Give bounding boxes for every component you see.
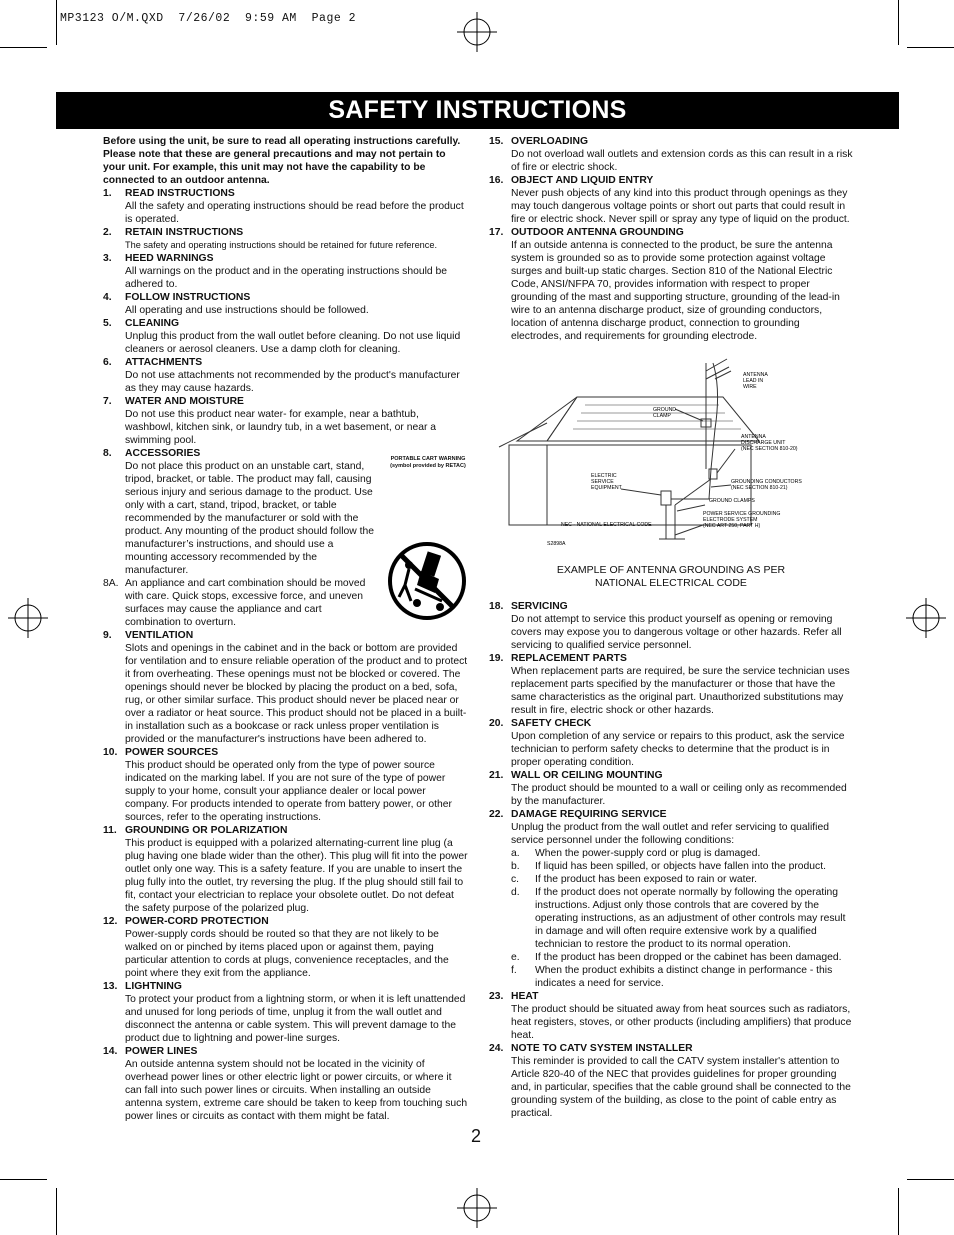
item-text: The product should be situated away from heat sources such as radiators, heat registers, stoves, or other products (including amplifiers) that produce heat. (511, 1004, 852, 1041)
item-number: 7. (103, 396, 112, 407)
item-number: 18. (489, 601, 504, 612)
item-number: 1. (103, 188, 112, 199)
item-heading: OVERLOADING (511, 136, 589, 147)
item-text: To protect your product from a lightning storm, or when it is left unattended and unused for long periods of time, unplug it from the wall outlet and disconnect the antenna or cable system. This will prevent damage to the product due to lightning and power-line surges. (125, 994, 466, 1044)
item-text: All the safety and operating instructions should be read before the product is operated. (125, 201, 464, 225)
sub-item-text: If the product has been dropped or the cabinet has been damaged. (535, 952, 842, 963)
item-heading: DAMAGE REQUIRING SERVICE (511, 809, 667, 820)
portable-cart-warning-icon (387, 541, 467, 621)
item-safety-check (489, 717, 853, 769)
item-8a-cart-combination (103, 577, 469, 629)
item-number: 6. (103, 357, 112, 368)
house-antenna-illustration (489, 349, 853, 557)
file-slug: MP3123 O/M.QXD 7/26/02 9:59 AM Page 2 (60, 12, 357, 25)
item-text: If an outside antenna is connected to the product, be sure the antenna system is grounded so as to provide some protection against voltage surges and built-up static charges. Section 810 of the National Electric Code, ANSI/NFPA 70, provides information with respect to proper grounding of the mast and supporting structure, grounding of the lead-in wire to an antenna discharge product, size of grounding conductors, location of antenna discharge product, connection to grounding electrodes, and requirements for grounding electrode. (511, 240, 840, 342)
crop-mark (56, 1188, 57, 1235)
item-damage-requiring-service (489, 808, 853, 990)
crop-mark (907, 1179, 954, 1180)
item-heading: POWER LINES (125, 1046, 198, 1057)
item-number: 15. (489, 136, 504, 147)
item-power-sources (103, 746, 469, 824)
sub-item-label: d. (511, 887, 520, 898)
label-discharge-unit: ANTENNA DISCHARGE UNIT (NEC SECTION 810-20) (741, 434, 798, 452)
item-number: 2. (103, 227, 112, 238)
item-number: 17. (489, 227, 504, 238)
item-text: Slots and openings in the cabinet and in the back or bottom are provided for ventilation and to ensure reliable operation of the product and to protect it from overheating. These openings must not be blocked or covered. The openings should never be blocked by placing the product on a bed, sofa, rug, or other similar surface. This product should never be placed near or over a radiator or heat source. This product should not be placed in a built-in installation such as a bookcase or rack unless proper ventilation is provided or the manufacturer's instructions have been adhered to. (125, 643, 468, 745)
item-overloading (489, 135, 853, 174)
item-number: 4. (103, 292, 112, 303)
label-ground-clamp: GROUND CLAMP (653, 407, 677, 419)
item-heading: POWER-CORD PROTECTION (125, 916, 269, 927)
cart-caption: (symbol provided by RETAC) (390, 463, 466, 469)
registration-mark-icon (457, 12, 497, 52)
sub-item (511, 873, 853, 886)
item-number: 11. (103, 825, 117, 836)
item-power-lines (103, 1045, 469, 1123)
item-heading: SERVICING (511, 601, 568, 612)
item-heading: ATTACHMENTS (125, 357, 203, 368)
item-number: 5. (103, 318, 112, 329)
crop-mark (56, 0, 57, 45)
item-heading: CLEANING (125, 318, 180, 329)
registration-mark-icon (906, 598, 946, 638)
item-heading: POWER SOURCES (125, 747, 219, 758)
item-text: Power-supply cords should be routed so that they are not likely to be walked on or pinched by items placed upon or against them, paying particular attention to cords at plugs, convenience receptacles, and the point where they exit from the appliance. (125, 929, 449, 979)
item-text: The safety and operating instructions should be retained for future reference. (125, 240, 438, 250)
item-number: 3. (103, 253, 112, 264)
item-wall-ceiling-mounting (489, 769, 853, 808)
item-follow-instructions (103, 291, 469, 317)
label-grounding-conductors: GROUNDING CONDUCTORS (NEC SECTION 810-21) (731, 479, 802, 491)
sub-item-label: a. (511, 848, 520, 859)
item-number: 10. (103, 747, 118, 758)
sub-item (511, 964, 853, 990)
sub-item (511, 886, 853, 951)
item-text: When replacement parts are required, be sure the service technician uses replacement parts specified by the manufacturer or those that have the same characteristics as the original part. Unauthorized substitutions may result in fire, electric shock or other hazards. (511, 666, 850, 716)
item-water-and-moisture (103, 395, 469, 447)
label-service-equipment: ELECTRIC SERVICE EQUIPMENT (591, 473, 622, 491)
label-code: S2898A (547, 541, 566, 547)
item-number: 12. (103, 916, 118, 927)
item-number: 8A. (103, 578, 119, 589)
sub-item-text: If the product does not operate normally by following the operating instructions. Adjust only those controls that are covered by the operating instructions, as an adjustment of other controls may result in damage and will often require extensive work by a qualified technician to restore the product to its normal operation. (535, 887, 846, 950)
item-number: 22. (489, 809, 504, 820)
item-text: This product is equipped with a polarized alternating-current line plug (a plug having one blade wider than the other). This plug will fit into the power outlet only one way. This is a safety feature. If you are unable to insert the plug fully into the outlet, try reversing the plug. If the plug should still fail to fit, contact your electrician to replace your obsolete outlet. Do not defeat the safety purpose of the polarized plug. (125, 838, 468, 914)
item-text: Do not use this product near water- for example, near a bathtub, washbowl, kitchen sink, or laundry tub, in a wet basement, or near a swimming pool. (125, 409, 437, 446)
crop-mark (898, 1188, 899, 1235)
item-text: All warnings on the product and in the operating instructions should be adhered to. (125, 266, 448, 290)
item-text: Do not overload wall outlets and extension cords as this can result in a risk of fire or electric shock. (511, 149, 853, 173)
item-heading: WALL OR CEILING MOUNTING (511, 770, 663, 781)
item-number: 21. (489, 770, 504, 781)
item-replacement-parts (489, 652, 853, 717)
item-cleaning (103, 317, 469, 356)
registration-mark-icon (8, 598, 48, 638)
sub-item (511, 860, 853, 873)
item-heading: SAFETY CHECK (511, 718, 592, 729)
item-number: 9. (103, 630, 112, 641)
item-heading: GROUNDING OR POLARIZATION (125, 825, 288, 836)
sub-item-text: If the product has been exposed to rain or water. (535, 874, 757, 885)
item-text: Do not attempt to service this product yourself as opening or removing covers may expose you to dangerous voltage or other hazards. Refer all servicing to qualified service personnel. (511, 614, 842, 651)
sub-item-label: f. (511, 965, 517, 976)
diagram-caption-line: EXAMPLE OF ANTENNA GROUNDING AS PER (556, 564, 786, 576)
sub-item-text: If liquid has been spilled, or objects have fallen into the product. (535, 861, 826, 872)
item-lightning (103, 980, 469, 1045)
item-number: 16. (489, 175, 504, 186)
item-text: Do not place this product on an unstable cart, stand, tripod, bracket, or table. The product may fall, causing serious injury and serious damage to the product. Use only with a cart, stand, tripod, bracket, or table recommended by the manufacturer or sold with the product. Any mounting of the product should follow the manufacturer’s instructions, and should use a mounting accessory recommended by the manufacturer. (125, 461, 374, 576)
portable-cart-warning (387, 456, 469, 470)
item-text: An appliance and cart combination should be moved with care. Quick stops, excessive force, and uneven surfaces may cause the appliance and cart combination to overturn. (125, 578, 366, 628)
item-heading: VENTILATION (125, 630, 194, 641)
sub-item-label: e. (511, 952, 520, 963)
intro-paragraph: Before using the unit, be sure to read all operating instructions carefully. Please note that these are general precautions and may not pertain to your unit. For example, this unit may not have the capability to be connected to an outdoor antenna. (103, 136, 461, 186)
left-column (103, 135, 469, 1123)
item-attachments (103, 356, 469, 395)
item-read-instructions (103, 187, 469, 226)
item-heading: REPLACEMENT PARTS (511, 653, 627, 664)
item-text: This product should be operated only from the type of power source indicated on the marking label. If you are not sure of the type of power supply to your home, consult your appliance dealer or local power company. For products intended to operate from battery power, or other sources, refer to the operating instructions. (125, 760, 452, 823)
item-text: Unplug the product from the wall outlet and refer servicing to qualified service personnel under the following conditions: (511, 822, 829, 846)
crop-mark (907, 47, 954, 48)
item-heading: FOLLOW INSTRUCTIONS (125, 292, 251, 303)
crop-mark (0, 1179, 47, 1180)
item-text: An outside antenna system should not be located in the vicinity of overhead power lines or other electric light or power circuits, or where it can fall into such power lines or circuits. When installing an outside antenna system, extreme care should be taken to keep from touching such power lines or circuits as contact with them might be fatal. (125, 1059, 468, 1122)
item-heat (489, 990, 853, 1042)
item-text: This reminder is provided to call the CATV system installer's attention to Article 820-40 of the NEC that provides guidelines for proper grounding and, in particular, specifies that the cable ground shall be connected to the grounding system of the building, as close to the point of cable entry as practical. (511, 1056, 851, 1119)
item-grounding-polarization (103, 824, 469, 915)
item-catv-installer-note (489, 1042, 853, 1120)
diagram-caption-line: NATIONAL ELECTRICAL CODE (595, 577, 747, 589)
item-power-cord-protection (103, 915, 469, 980)
item-number: 14. (103, 1046, 118, 1057)
crop-mark (0, 47, 47, 48)
sub-item (511, 847, 853, 860)
crop-mark (898, 0, 899, 45)
sub-item-text: When the product exhibits a distinct change in performance - this indicates a need for service. (535, 965, 833, 989)
registration-mark-icon (457, 1188, 497, 1228)
item-number: 24. (489, 1043, 504, 1054)
label-ground-clamps: GROUND CLAMPS (709, 498, 755, 504)
item-servicing (489, 600, 853, 652)
item-heading: NOTE TO CATV SYSTEM INSTALLER (511, 1043, 693, 1054)
item-retain-instructions (103, 226, 469, 252)
label-nec: NEC - NATIONAL ELECTRICAL CODE (561, 522, 652, 528)
item-outdoor-antenna-grounding (489, 226, 853, 343)
item-text: Do not use attachments not recommended by the product's manufacturer as they may cause hazards. (125, 370, 460, 394)
item-number: 23. (489, 991, 504, 1002)
item-object-liquid-entry (489, 174, 853, 226)
cart-caption: PORTABLE CART WARNING (390, 456, 466, 462)
item-heading: OBJECT AND LIQUID ENTRY (511, 175, 654, 186)
sub-item-text: When the power-supply cord or plug is damaged. (535, 848, 761, 859)
item-number: 19. (489, 653, 504, 664)
item-number: 13. (103, 981, 118, 992)
item-heading: LIGHTNING (125, 981, 182, 992)
item-ventilation (103, 629, 469, 746)
label-antenna-lead: ANTENNA LEAD IN WIRE (743, 372, 768, 390)
item-heading: RETAIN INSTRUCTIONS (125, 227, 244, 238)
item-number: 20. (489, 718, 504, 729)
right-column (489, 135, 853, 1120)
item-heading: READ INSTRUCTIONS (125, 188, 235, 199)
item-heading: ACCESSORIES (125, 448, 201, 459)
item-text: Never push objects of any kind into this product through openings as they may touch dangerous voltage points or short out parts that could result in fire or electric shock. Never spill or spray any type of liquid on the product. (511, 188, 850, 225)
sub-item-label: b. (511, 861, 520, 872)
antenna-grounding-diagram (489, 349, 853, 564)
page-number: 2 (471, 1126, 482, 1146)
item-text: The product should be mounted to a wall or ceiling only as recommended by the manufacturer. (511, 783, 847, 807)
item-heading: HEAT (511, 991, 539, 1002)
item-text: Unplug this product from the wall outlet before cleaning. Do not use liquid cleaners or aerosol cleaners. Use a damp cloth for cleaning. (125, 331, 461, 355)
item-heading: HEED WARNINGS (125, 253, 214, 264)
sub-item (511, 951, 853, 964)
item-number: 8. (103, 448, 112, 459)
label-electrode-system: POWER SERVICE GROUNDING ELECTRODE SYSTEM (NEC ART 250, PART H) (703, 511, 781, 529)
item-heading: WATER AND MOISTURE (125, 396, 244, 407)
page-title: SAFETY INSTRUCTIONS (56, 92, 899, 129)
diagram-caption (489, 564, 853, 590)
item-heed-warnings (103, 252, 469, 291)
item-heading: OUTDOOR ANTENNA GROUNDING (511, 227, 684, 238)
sub-item-label: c. (511, 874, 520, 885)
item-text: Upon completion of any service or repairs to this product, ask the service technician to perform safety checks to determine that the product is in proper operating condition. (511, 731, 845, 768)
item-text: All operating and use instructions should be followed. (125, 305, 369, 316)
cart-body (125, 577, 469, 629)
